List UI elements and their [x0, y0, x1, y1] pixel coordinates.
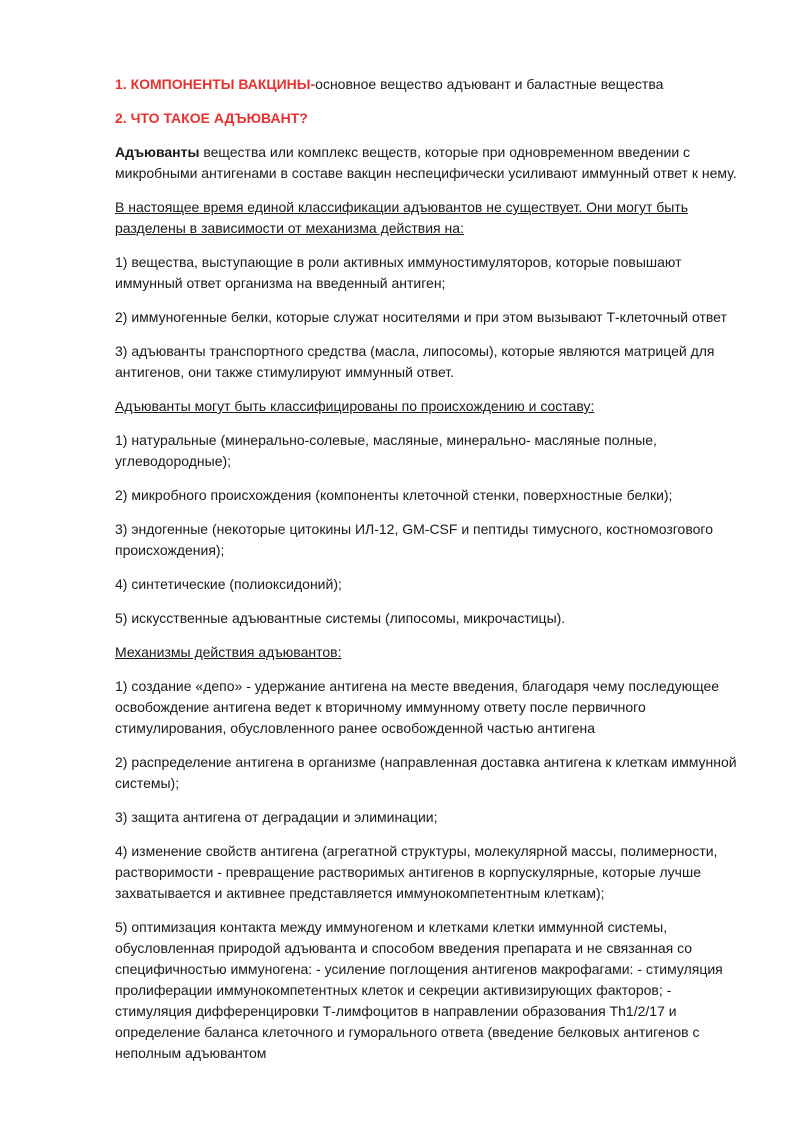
heading-vaccine-components — [115, 74, 745, 95]
origin-class-item: 4) синтетические (полиоксидоний); — [115, 576, 342, 592]
mechanism-item: 1) создание «депо» - удержание антигена на месте введения, благодаря чему последующее освобождение антигена ведет к вторичному иммунному ответу после первичного стимулирования, обусловленного ранее освобожденной частью антигена — [115, 678, 720, 736]
classification-mechanism-heading: В настоящее время единой классификации адъювантов не существует. Они могут быть разделены в зависимости от механизма действия на: — [115, 199, 689, 236]
origin-classification-heading: Адъюванты могут быть классифицированы по происхождению и составу: — [115, 398, 595, 414]
mechanisms-heading: Механизмы действия адъювантов: — [115, 644, 342, 660]
mechanism-item: 4) изменение свойств антигена (агрегатной структуры, молекулярной массы, полимерности, растворимости - превращение растворимых антигенов в корпускулярные, которые лучше захватывается и активнее представляется иммунокомпетентным клеткам); — [115, 843, 718, 901]
definition-text: вещества или комплекс веществ, которые при одновременном введении с микробными антигенами в составе вакцин неспецифически усиливают иммунный ответ к нему. — [115, 144, 737, 181]
mechanism-item: 2) распределение антигена в организме (направленная доставка антигена к клеткам иммунной системы); — [115, 754, 737, 791]
heading-vaccine-components-text: основное вещество адъювант и баластные вещества — [315, 76, 664, 92]
adjuvant-definition — [115, 142, 745, 184]
origin-class-item: 1) натуральные (минерально-солевые, масляные, минерально- масляные полные, углеводородные); — [115, 432, 657, 469]
origin-class-item: 2) микробного происхождения (компоненты клеточной стенки, поверхностные белки); — [115, 487, 673, 503]
heading-what-is-adjuvant: 2. ЧТО ТАКОЕ АДЪЮВАНТ? — [115, 110, 308, 126]
mechanism-class-item: 2) иммуногенные белки, которые служат носителями и при этом вызывают Т-клеточный ответ — [115, 309, 727, 325]
heading-vaccine-components-label: 1. КОМПОНЕНТЫ ВАКЦИНЫ- — [115, 76, 316, 92]
mechanism-class-item: 3) адъюванты транспортного средства (масла, липосомы), которые являются матрицей для антигенов, они также стимулируют иммунный ответ. — [115, 343, 715, 380]
mechanism-item: 3) защита антигена от деградации и элиминации; — [115, 809, 438, 825]
document-page — [115, 74, 745, 1077]
mechanism-item: 5) оптимизация контакта между иммуногеном и клетками клетки иммунной системы, обусловленная природой адъюванта и способом введения препарата и не связанная со специфичностью иммуногена: - усиление поглощения антигенов макрофагами: - стимуляция пролиферации иммунокомпетентных клеток и секреции активизирующих факторов; - стимуляция дифференцировки Т-лимфоцитов в направлении образования Th1/2/17 и определение баланса клеточного и гуморального ответа (введение белковых антигенов с неполным адъювантом — [115, 919, 723, 1061]
definition-term: Адъюванты — [115, 144, 200, 160]
mechanism-class-item: 1) вещества, выступающие в роли активных иммуностимуляторов, которые повышают иммунный ответ организма на введенный антиген; — [115, 254, 682, 291]
origin-class-item: 3) эндогенные (некоторые цитокины ИЛ-12, GM-CSF и пептиды тимусного, костномозгового происхождения); — [115, 521, 713, 558]
origin-class-item: 5) искусственные адъювантные системы (липосомы, микрочастицы). — [115, 610, 566, 626]
